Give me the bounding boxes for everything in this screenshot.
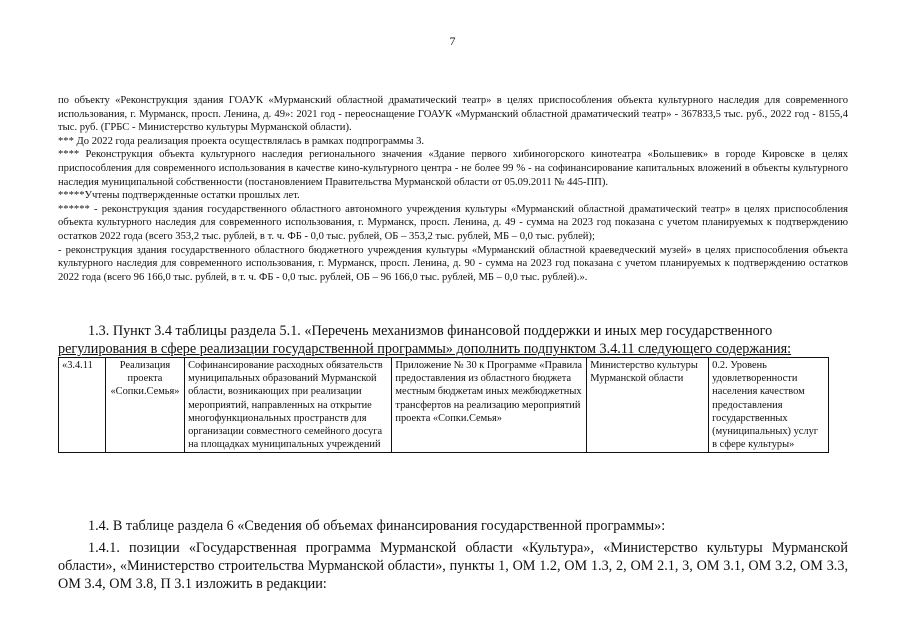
paragraph-1-3-line-1: 1.3. Пункт 3.4 таблицы раздела 5.1. «Перечень механизмов финансовой поддержки и иных мер государственного <box>88 323 773 339</box>
table-row <box>59 358 829 453</box>
footnotes-block <box>58 94 848 284</box>
paragraph-1-3 <box>58 322 848 358</box>
cell-project-name: Реализация проекта «Сопки.Семья» <box>105 358 184 453</box>
cell-legal-basis: Приложение № 30 к Программе «Правила предоставления из областного бюджета местным бюджетам иных межбюджетных трансфертов на реализацию мероприятий проекта «Сопки.Семья» <box>392 358 587 453</box>
cell-item-number: «3.4.11 <box>59 358 106 453</box>
footnote-4-stars: **** Реконструкция объекта культурного наследия регионального значения «Здание первого хибиногорского кинотеатра «Большевик» в городе Кировске в целях приспособления для современного использования в качестве кино-культурного центра - не более 99 % - на софинансирование капитальных вложений в объекты культурного наследия муниципальной собственности (постановлением Правительства Мурманской области от 05.09.2011 № 445-ПП). <box>58 149 848 188</box>
footnote-5-stars: *****Учтены подтвержденные остатки прошлых лет. <box>58 190 300 202</box>
paragraph-1-4-1: 1.4.1. позиции «Государственная программа Мурманской области «Культура», «Министерство культуры Мурманской области», «Министерство строительства Мурманской области», пункты 1, ОМ 1.2, ОМ 1.3, 2, ОМ 2.1, 3, ОМ 3.1, ОМ 3.2, ОМ 3.3, ОМ 3.4, ОМ 3.8, П 3.1 изложить в редакции: <box>58 540 848 592</box>
footnote-theatre-continuation: по объекту «Реконструкция здания ГОАУК «Мурманский областной драматический театр» в целях приспособления объекта культурного наследия для современного использования, г. Мурманск, просп. Ленина, д. 49»: 2021 год - переоснащение ГОАУК «Мурманский областной драматический театр» - 367833,5 тыс. руб., 2022 год - 8155,4 тыс. руб. (ГРБС - Министерство культуры Мурманской области). <box>58 95 848 134</box>
footnote-museum: - реконструкция здания государственного областного бюджетного учреждения культуры «Мурманский областной краеведческий музей» в целях приспособления объекта культурного наследия для современного использования, г. Мурманск, просп. Ленина, д. 90 - сумма на 2023 год показана с учетом планируемых к подтверждению остатков 2022 года (всего 96 166,0 тыс. рублей, в т. ч. ФБ - 0,0 тыс. рублей, ОБ – 96 166,0 тыс. рублей, МБ – 0,0 тыс. рублей).». <box>58 244 848 283</box>
cell-description: Софинансирование расходных обязательств муниципальных образований Мурманской области, возникающих при реализации мероприятий, направленных на открытие многофункциональных пространств для организации совместного семейного досуга на площадках муниципальных учреждений <box>185 358 392 453</box>
footnote-6-stars: ****** - реконструкция здания государственного областного автономного учреждения культуры «Мурманский областной драматический театр» в целях приспособления объекта культурного наследия для современного использования, г. Мурманск, просп. Ленина, д. 49 - сумма на 2023 год показана с учетом планируемых к подтверждению остатков 2022 года (всего 353,2 тыс. рублей, в т. ч. ФБ - 0,0 тыс. рублей, ОБ – 353,2 тыс. рублей, МБ – 0,0 тыс. рублей); <box>58 203 848 242</box>
paragraph-1-3-line-2: регулирования в сфере реализации государственной программы» дополнить подпунктом 3.4.11 следующего содержания: <box>58 341 792 357</box>
footnote-3-stars: *** До 2022 года реализация проекта осуществлялась в рамках подпрограммы 3. <box>58 135 425 147</box>
paragraph-1-4-block <box>58 517 848 593</box>
paragraph-1-4: 1.4. В таблице раздела 6 «Сведения об объемах финансирования государственной программы»: <box>88 518 666 534</box>
cell-responsible: Министерство культуры Мурманской области <box>587 358 709 453</box>
cell-indicator: 0.2. Уровень удовлетворенности населения качеством предоставления государственных (муниципальных) услуг в сфере культуры» <box>709 358 829 453</box>
page-number: 7 <box>449 34 456 48</box>
mechanisms-table <box>58 357 829 453</box>
